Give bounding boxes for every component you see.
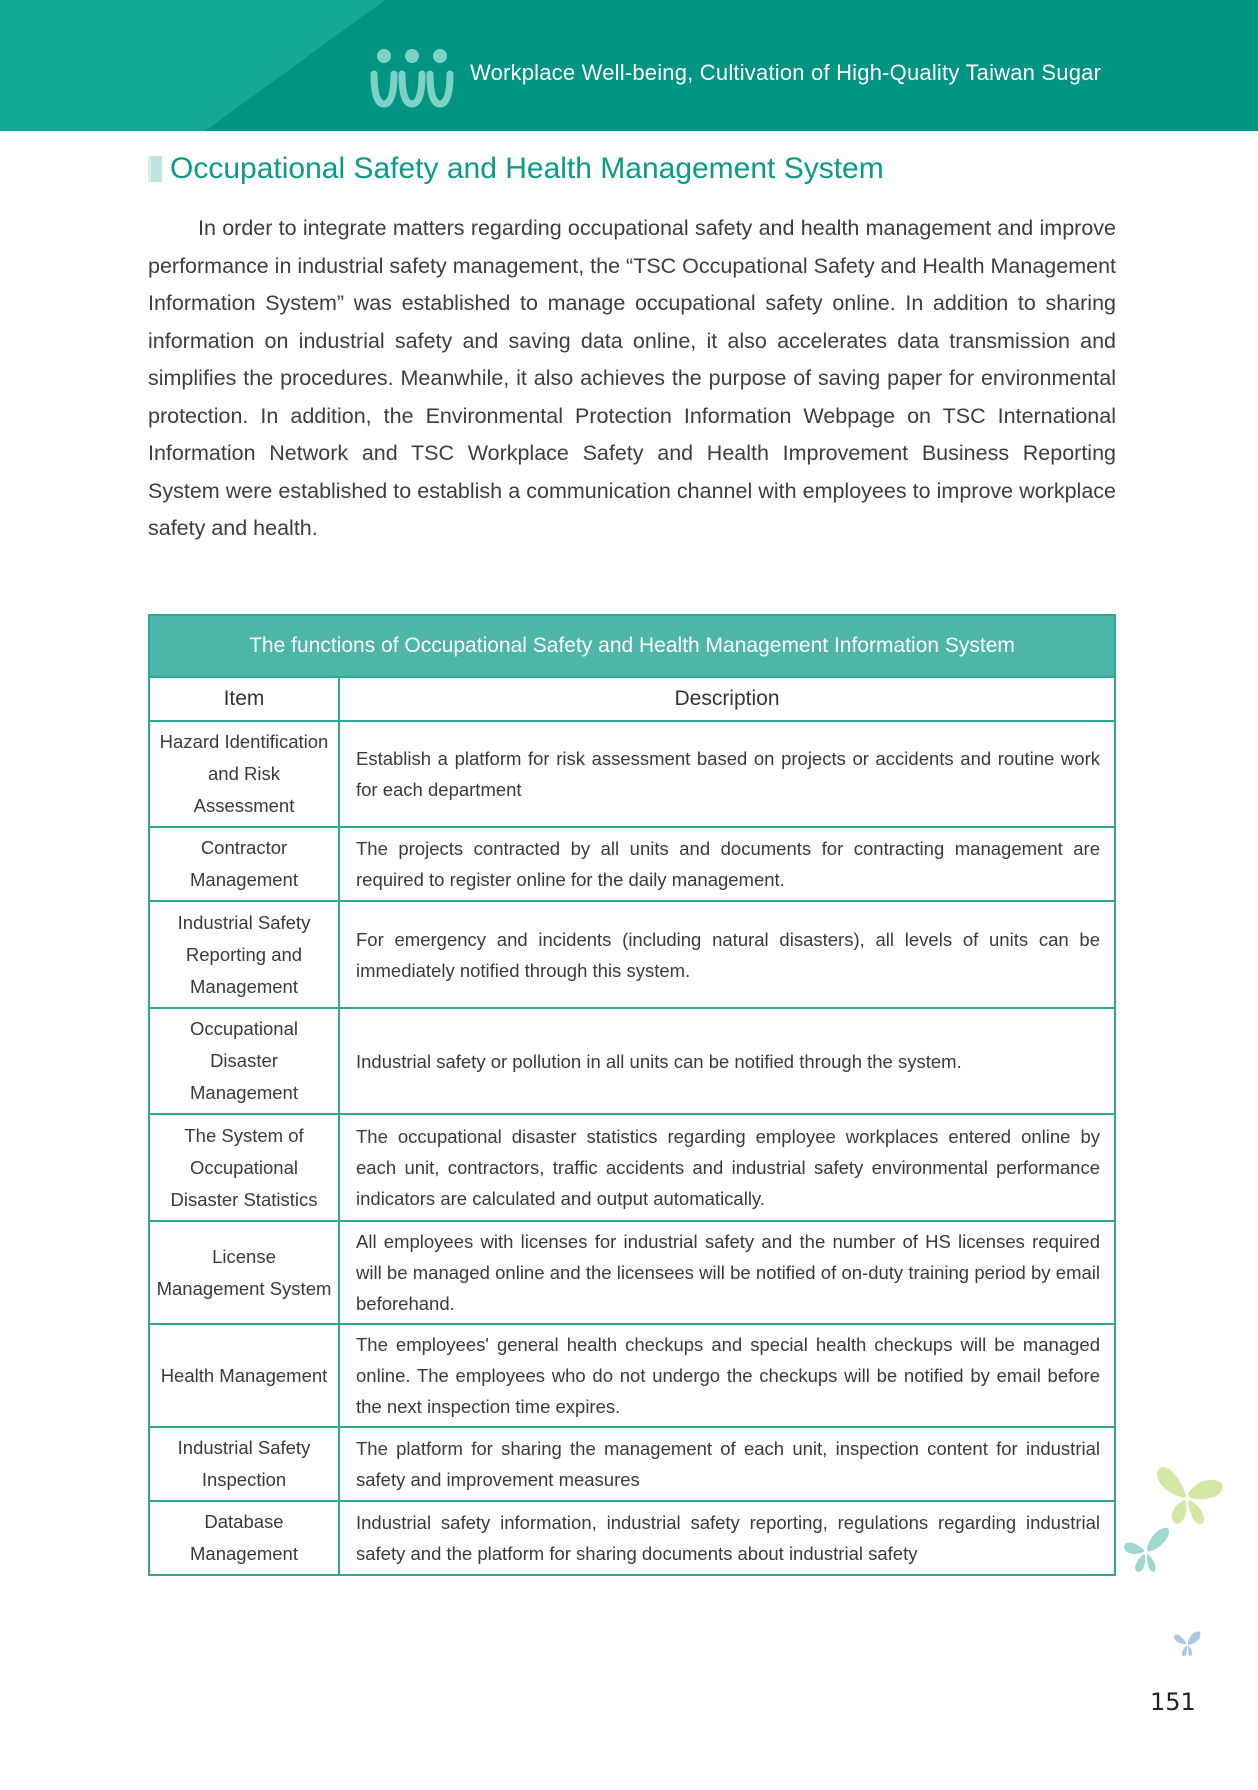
table-row	[149, 1008, 1115, 1114]
header-title: Workplace Well-being, Cultivation of High-Quality Taiwan Sugar	[470, 60, 1102, 85]
functions-table	[148, 614, 1116, 1576]
row-description: All employees with licenses for industrial safety and the number of HS licenses required will be managed online and the licensees will be notified of on-duty training period by email beforehand.	[339, 1221, 1115, 1324]
butterfly-icon	[1172, 1628, 1202, 1658]
row-description: The employees' general health checkups and special health checkups will be managed online. The employees who do not undergo the checkups will be notified by email before the next inspection time expires.	[339, 1324, 1115, 1427]
row-item: The System of Occupational Disaster Statistics	[149, 1114, 339, 1221]
heading-marker	[148, 156, 162, 182]
row-description: Industrial safety information, industrial safety reporting, regulations regarding industrial safety and the platform for sharing documents about industrial safety	[339, 1501, 1115, 1575]
table-row	[149, 1221, 1115, 1324]
section-heading	[148, 152, 884, 186]
row-description: The platform for sharing the management of each unit, inspection content for industrial safety and improvement measures	[339, 1427, 1115, 1501]
row-description: For emergency and incidents (including natural disasters), all levels of units can be immediately notified through this system.	[339, 901, 1115, 1008]
table-row	[149, 1427, 1115, 1501]
butterfly-icon	[1150, 1462, 1226, 1526]
people-group-icon	[370, 48, 454, 110]
table-row	[149, 1324, 1115, 1427]
row-item: Industrial Safety Inspection	[149, 1427, 339, 1501]
row-item: Database Management	[149, 1501, 339, 1575]
page-number: 151	[1150, 1688, 1196, 1716]
row-item: Industrial Safety Reporting and Management	[149, 901, 339, 1008]
row-item: Hazard Identification and Risk Assessment	[149, 721, 339, 827]
row-description: The projects contracted by all units and documents for contracting management are required to register online for the daily management.	[339, 827, 1115, 901]
row-description: The occupational disaster statistics regarding employee workplaces entered online by each unit, contractors, traffic accidents and industrial safety environmental performance indicators are calculated and output automatically.	[339, 1114, 1115, 1221]
row-item: Contractor Management	[149, 827, 339, 901]
intro-paragraph: In order to integrate matters regarding occupational safety and health management and improve performance in industrial safety management, the “TSC Occupational Safety and Health Management Information System” was established to manage occupational safety online. In addition to sharing information on industrial safety and saving data online, it also accelerates data transmission and simplifies the procedures. Meanwhile, it also achieves the purpose of saving paper for environmental protection. In addition, the Environmental Protection Information Webpage on TSC International Information Network and TSC Workplace Safety and Health Improvement Business Reporting System were established to establish a communication channel with employees to improve workplace safety and health.	[148, 216, 1117, 540]
table-row	[149, 827, 1115, 901]
table-row	[149, 1501, 1115, 1575]
column-header-item: Item	[149, 677, 339, 721]
table-row	[149, 1114, 1115, 1221]
section-title: Occupational Safety and Health Management System	[170, 152, 884, 185]
row-item: Health Management	[149, 1324, 339, 1427]
row-description: Establish a platform for risk assessment based on projects or accidents and routine work for each department	[339, 721, 1115, 827]
row-item: Occupational Disaster Management	[149, 1008, 339, 1114]
header-banner	[0, 0, 1258, 131]
row-description: Industrial safety or pollution in all units can be notified through the system.	[339, 1008, 1115, 1114]
column-header-description: Description	[339, 677, 1115, 721]
table-row	[149, 721, 1115, 827]
table-caption: The functions of Occupational Safety and Health Management Information System	[149, 615, 1115, 677]
table-row	[149, 901, 1115, 1008]
butterfly-icon	[1120, 1524, 1172, 1576]
row-item: License Management System	[149, 1221, 339, 1324]
